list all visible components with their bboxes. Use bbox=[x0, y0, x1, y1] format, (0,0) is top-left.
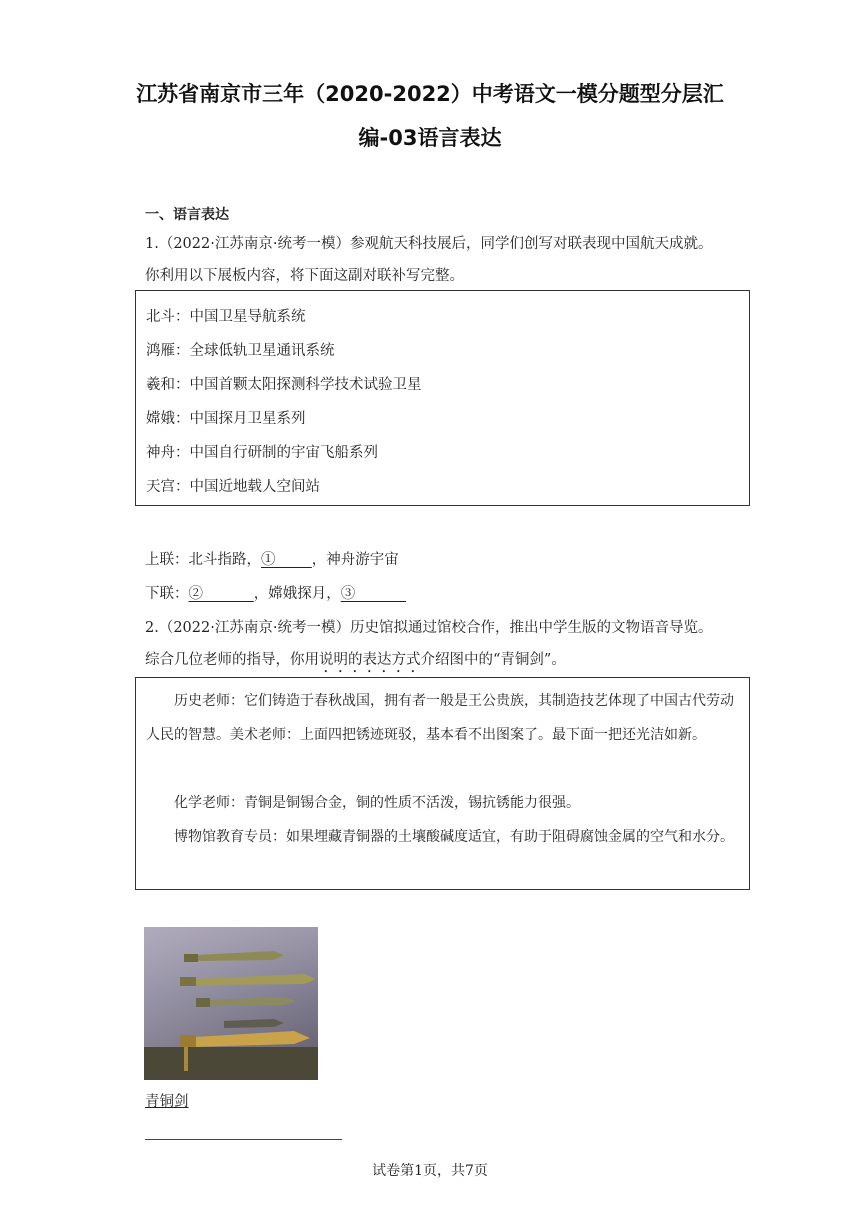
board-item: 天宫：中国近地载人空间站 bbox=[146, 479, 320, 495]
board-item: 神舟：中国自行研制的宇宙飞船系列 bbox=[146, 445, 378, 461]
q2-stem-line1: 2.（2022·江苏南京·统考一模）历史馆拟通过馆校合作，推出中学生版的文物语音导览。 bbox=[145, 620, 713, 636]
board-item: 鸿雁：全球低轨卫星通讯系统 bbox=[146, 343, 335, 359]
page-title-line2: 编-03语言表达 bbox=[358, 126, 502, 150]
lower-prefix: 下联： bbox=[145, 586, 189, 602]
q2-stem-line2 bbox=[145, 648, 566, 676]
q1-lower-couplet bbox=[145, 582, 406, 603]
guidance-paragraph: 历史老师：它们铸造于春秋战国，拥有者一般是王公贵族，其制造技艺体现了中国古代劳动人民的智慧。美术老师：上面四把锈迹斑驳，基本看不出图案了。最下面一把还光洁如新。 bbox=[146, 693, 734, 743]
upper-suffix: ，神舟游宇宙 bbox=[311, 552, 399, 568]
page-title-line1: 江苏省南京市三年（2020-2022）中考语文一模分题型分层汇 bbox=[136, 82, 724, 106]
section-heading: 一、语言表达 bbox=[145, 207, 229, 223]
q1-stem-line1: 1.（2022·江苏南京·统考一模）参观航天科技展后，同学们创写对联表现中国航天成就。 bbox=[145, 236, 713, 252]
image-caption: 青铜剑 bbox=[145, 1094, 189, 1110]
guidance-paragraph: 化学老师：青铜是铜锡合金，铜的性质不活泼，锡抗锈能力很强。 bbox=[174, 795, 580, 811]
stem-text: 介绍图中的“青铜剑”。 bbox=[420, 652, 566, 668]
q2-teacher-guidance-box bbox=[135, 677, 750, 890]
answer-blank-1[interactable]: ①_____ bbox=[261, 552, 312, 568]
q1-exhibit-board bbox=[135, 290, 750, 506]
page-number: 试卷第1页，共7页 bbox=[372, 1163, 488, 1179]
footer-divider bbox=[145, 1139, 342, 1140]
board-item: 羲和：中国首颗太阳探测科学技术试验卫星 bbox=[146, 377, 422, 393]
stem-text: 综合几位老师的指导，你用 bbox=[145, 652, 319, 668]
bronze-sword-photo bbox=[144, 927, 318, 1080]
guidance-paragraph: 博物馆教育专员：如果埋藏青铜器的土壤酸碱度适宜，有助于阻碍腐蚀金属的空气和水分。 bbox=[174, 829, 734, 845]
emphasis-text: 说明的表达方式 bbox=[319, 652, 421, 668]
board-item: 嫦娥：中国探月卫星系列 bbox=[146, 411, 306, 427]
lower-mid: ，嫦娥探月， bbox=[253, 586, 341, 602]
q1-upper-couplet bbox=[145, 548, 399, 569]
board-item: 北斗：中国卫星导航系统 bbox=[146, 309, 306, 325]
q1-stem-line2: 你利用以下展板内容，将下面这副对联补写完整。 bbox=[145, 268, 464, 284]
answer-blank-2[interactable]: ②_______ bbox=[188, 586, 254, 602]
upper-prefix: 上联：北斗指路， bbox=[145, 552, 261, 568]
answer-blank-3[interactable]: ③_______ bbox=[340, 586, 406, 602]
